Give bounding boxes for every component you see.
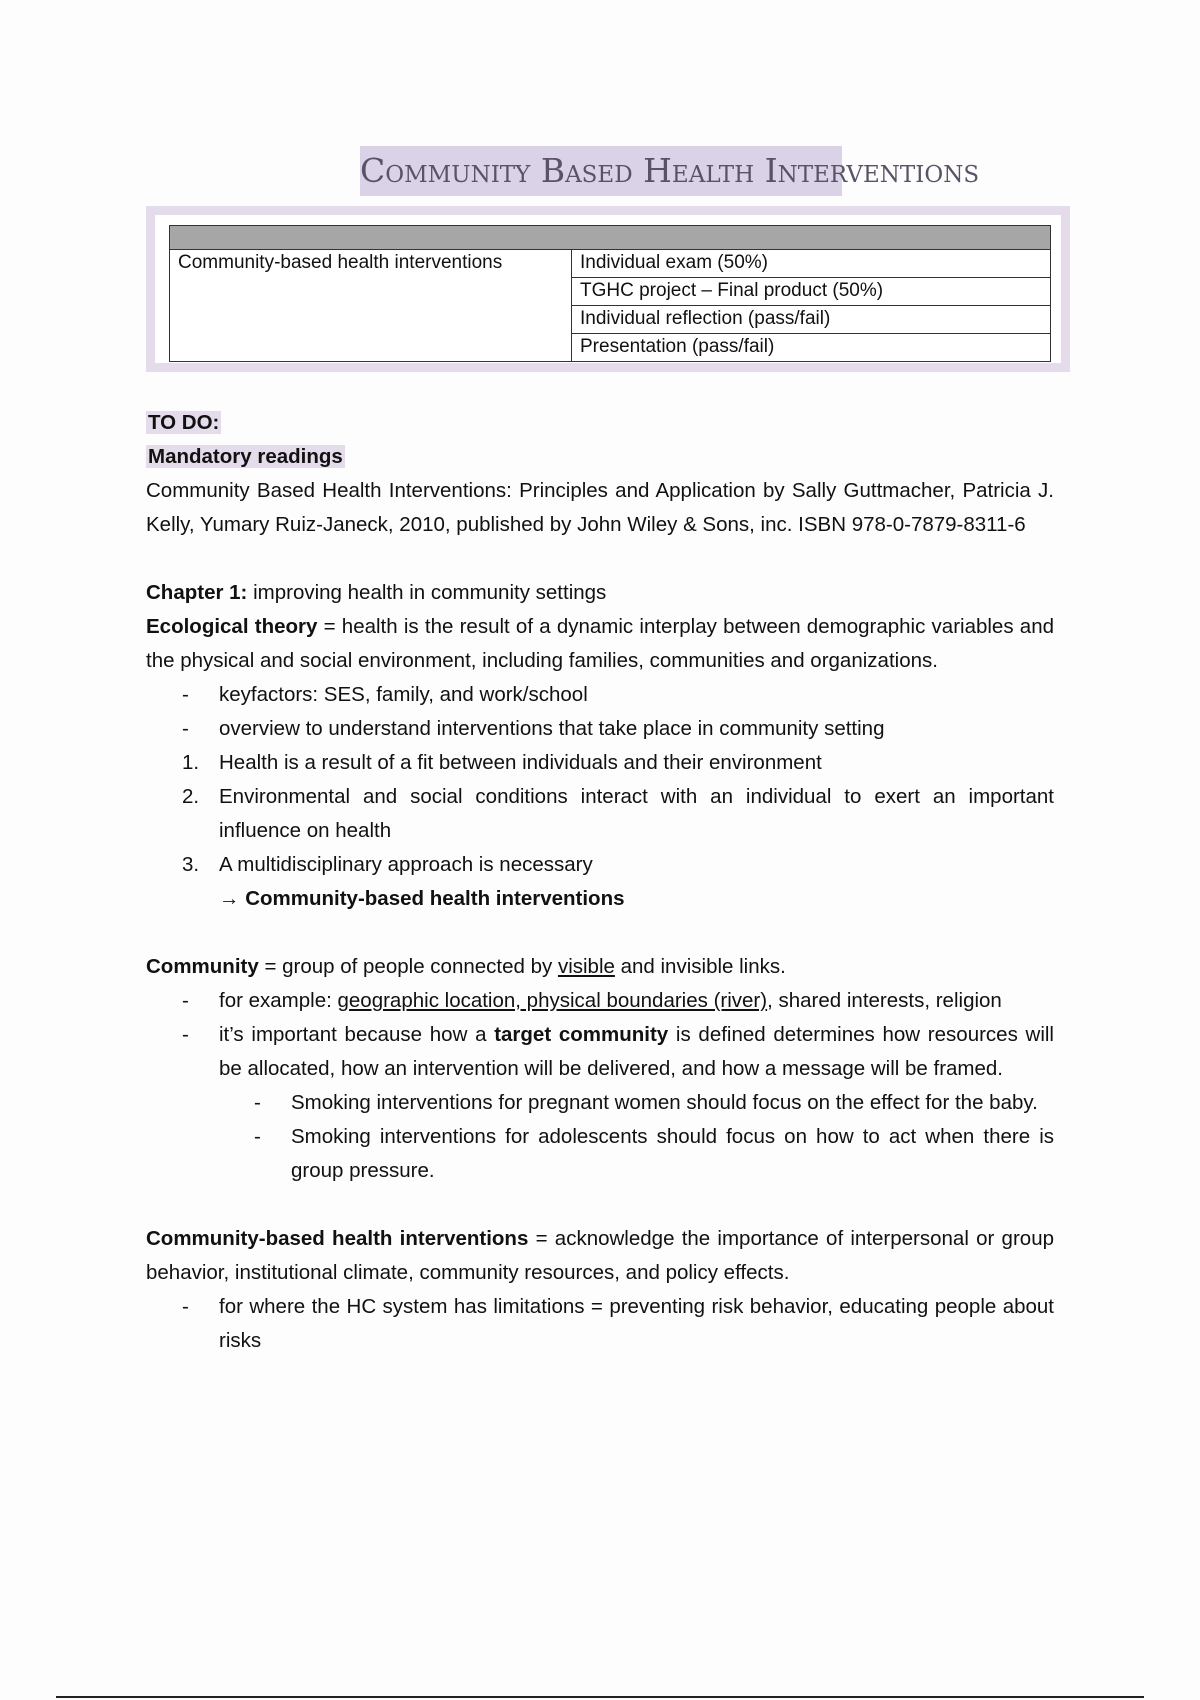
cbhi-definition: Community-based health interventions = acknowledge the importance of interpersonal or group behavior, institutional climate, community resources, and policy effects. — [146, 1227, 1054, 1284]
bullet-marker: - — [182, 683, 189, 706]
readings-heading: Mandatory readings — [148, 445, 343, 468]
list-item: - keyfactors: SES, family, and work/school — [146, 678, 1054, 712]
numbered-item: 3. A multidisciplinary approach is necessary — [182, 853, 593, 876]
sub-list-item: - Smoking interventions for pregnant women should focus on the effect for the baby. — [146, 1086, 1054, 1120]
bullet-marker: - — [254, 1091, 261, 1114]
ecological-term: Ecological theory — [146, 615, 318, 638]
course-cell: Community-based health interventions — [170, 250, 572, 362]
assessment-item: Presentation (pass/fail) — [572, 334, 1051, 362]
ecological-def: = health is the result of a dynamic interplay between demographic variables and the physical and social environment, including families, communities and organizations. — [146, 615, 1054, 672]
bullet-marker: - — [182, 717, 189, 740]
sub-list-item: - Smoking interventions for adolescents should focus on how to act when there is group pressure. — [146, 1120, 1054, 1188]
numbered-item: 2. Environmental and social conditions interact with an individual to exert an important influence on health — [182, 785, 1054, 842]
list-item: - for where the HC system has limitations = preventing risk behavior, educating people about risks — [146, 1290, 1054, 1358]
community-definition: Community = group of people connected by visible and invisible links. — [146, 955, 786, 978]
chapter-title: improving health in community settings — [247, 581, 607, 604]
assessment-box — [146, 206, 1070, 372]
notes-body — [146, 406, 1054, 1358]
reading-reference: Community Based Health Interventions: Principles and Application by Sally Guttmacher, Patricia J. Kelly, Yumary Ruiz-Janeck, 2010, published by John Wiley & Sons, inc. ISBN 978-0-7879-8311-6 — [146, 479, 1054, 536]
page-title: Community Based Health Interventions — [360, 146, 842, 196]
list-item: - for example: geographic location, physical boundaries (river), shared interests, religion — [146, 984, 1054, 1018]
conclusion-text: Community-based health interventions — [245, 887, 625, 910]
arrow-icon: → — [219, 887, 240, 910]
bullet-marker: - — [182, 1023, 189, 1046]
numbered-item: 1. Health is a result of a fit between individuals and their environment — [182, 751, 822, 774]
table-row — [170, 250, 1051, 278]
chapter-heading — [146, 576, 1054, 610]
cbhi-term: Community-based health interventions — [146, 1227, 529, 1250]
community-term: Community — [146, 955, 259, 978]
bullet-marker: - — [254, 1125, 261, 1148]
bullet-marker: - — [182, 989, 189, 1012]
table-header-cell — [170, 226, 1051, 250]
assessment-item: TGHC project – Final product (50%) — [572, 278, 1051, 306]
assessment-item: Individual reflection (pass/fail) — [572, 306, 1051, 334]
assessment-item: Individual exam (50%) — [572, 250, 1051, 278]
bullet-marker: - — [182, 1295, 189, 1318]
chapter-label: Chapter 1: — [146, 581, 248, 604]
conclusion-line — [146, 882, 1054, 916]
ecological-theory-definition — [146, 610, 1054, 678]
todo-heading: TO DO: — [148, 411, 220, 434]
list-item: - overview to understand interventions that take place in community setting — [146, 712, 1054, 746]
page-bottom-rule — [56, 1696, 1144, 1698]
list-item: - it’s important because how a target community is defined determines how resources will be allocated, how an intervention will be delivered, and how a message will be framed. — [146, 1018, 1054, 1086]
assessment-table — [169, 225, 1051, 362]
table-header-row — [170, 226, 1051, 250]
